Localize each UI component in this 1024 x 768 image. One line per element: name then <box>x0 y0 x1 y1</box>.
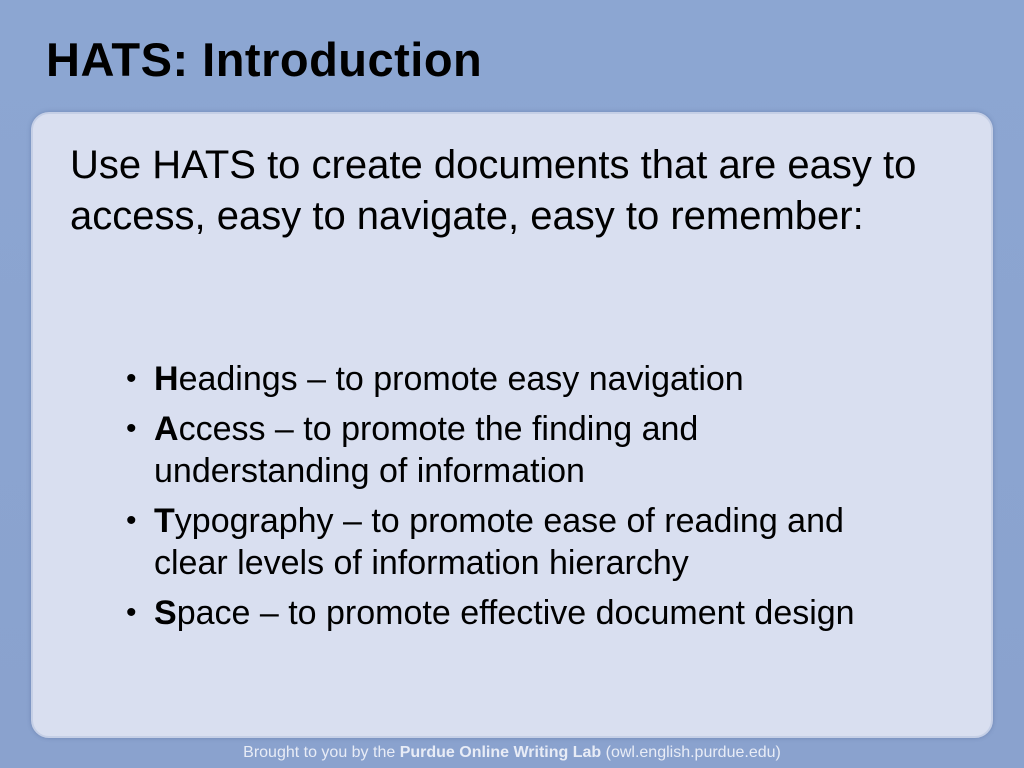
bullet-text: pace – to promote effective document design <box>176 594 855 632</box>
list-item-space <box>118 592 918 634</box>
bullet-initial: A <box>154 410 179 448</box>
list-item-access <box>118 408 918 492</box>
intro-paragraph: Use HATS to create documents that are easy to access, easy to navigate, easy to remember: <box>70 143 917 238</box>
bullet-initial: S <box>154 594 177 632</box>
bullet-initial: H <box>154 360 179 398</box>
list-item-typography <box>118 500 918 584</box>
bullet-icon: • <box>126 412 137 445</box>
bullet-text: eadings – to promote easy navigation <box>178 360 744 398</box>
slide-title: HATS: Introduction <box>46 33 483 86</box>
footer-org-name: Purdue Online Writing Lab <box>399 744 602 761</box>
footer-prefix: Brought to you by the <box>243 744 400 761</box>
bullet-list <box>118 358 918 642</box>
list-item-headings <box>118 358 918 400</box>
bullet-icon: • <box>126 596 137 629</box>
footer-url: (owl.english.purdue.edu) <box>601 744 781 761</box>
bullet-icon: • <box>126 362 137 395</box>
bullet-initial: T <box>154 502 175 540</box>
bullet-text: ypography – to promote ease of reading and clear levels of information hierarchy <box>154 502 844 582</box>
bullet-text: ccess – to promote the finding and understanding of information <box>154 410 699 490</box>
bullet-icon: • <box>126 504 137 537</box>
footer-credit <box>0 742 1024 764</box>
